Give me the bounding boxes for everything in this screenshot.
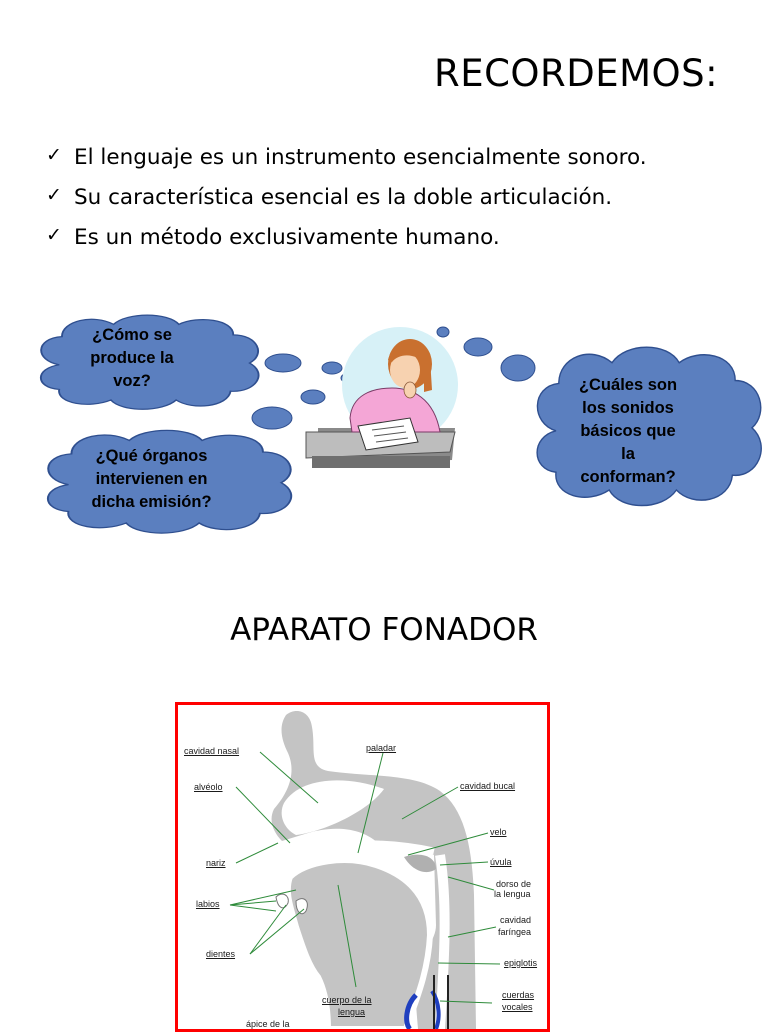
page-title: RECORDEMOS:	[434, 52, 719, 95]
cloud-question-organs: ¿Qué órganos intervienen en dicha emisión?	[91, 447, 212, 511]
label-nose: nariz	[206, 858, 226, 868]
girl-studying-illustration	[306, 327, 458, 468]
label-tongue-body-1: cuerpo de la	[322, 995, 372, 1005]
checkmark-icon: ✓	[46, 184, 62, 206]
label-alveolus: alvéolo	[194, 782, 223, 792]
label-nasal-cavity: cavidad nasal	[184, 746, 240, 756]
list-item	[46, 220, 647, 260]
label-vocal-cords-2: vocales	[502, 1002, 533, 1012]
checkmark-icon: ✓	[46, 144, 62, 166]
label-velum: velo	[490, 827, 507, 837]
label-uvula: úvula	[490, 857, 512, 867]
label-pharyngeal-2: faríngea	[498, 927, 532, 937]
label-oral-cavity: cavidad bucal	[460, 781, 516, 791]
checkmark-icon: ✓	[46, 224, 62, 246]
label-teeth: dientes	[206, 949, 236, 959]
label-lips: labios	[196, 899, 220, 909]
section-title: APARATO FONADOR	[230, 612, 538, 648]
label-tongue-body-2: lengua	[338, 1007, 366, 1017]
label-palate: paladar	[366, 743, 397, 753]
label-tongue-apex: ápice de la	[246, 1019, 290, 1029]
list-item	[46, 180, 647, 220]
vocal-apparatus-diagram	[175, 702, 550, 1032]
bullet-text: Su característica esencial es la doble articulación.	[74, 185, 613, 210]
list-item	[46, 140, 647, 180]
label-pharyngeal-1: cavidad	[500, 915, 532, 925]
label-epiglottis: epiglotis	[504, 958, 538, 968]
cloud-question-how: ¿Cómo se produce la voz?	[90, 326, 174, 390]
cloud-question-sounds: ¿Cuáles son los sonidos básicos que la conforman?	[578, 376, 678, 486]
bullet-text: Es un método exclusivamente humano.	[74, 225, 500, 250]
label-tongue-dorsum-1: dorso de	[496, 879, 532, 889]
label-vocal-cords-1: cuerdas	[502, 990, 535, 1000]
thinking-scene	[0, 300, 768, 540]
bullet-text: El lenguaje es un instrumento esencialmente sonoro.	[74, 145, 647, 170]
bullet-list	[46, 140, 647, 260]
label-tongue-dorsum-2: la lengua	[494, 889, 531, 899]
